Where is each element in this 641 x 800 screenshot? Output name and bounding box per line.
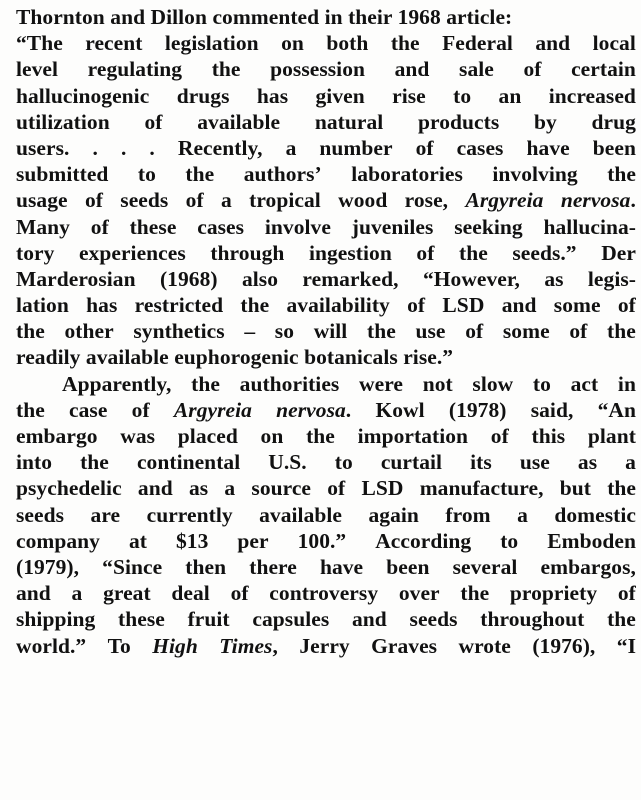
word: been — [592, 135, 636, 160]
word: as — [544, 266, 564, 291]
word: number — [319, 135, 393, 160]
word: 1968 — [397, 5, 441, 29]
word: of — [131, 397, 150, 422]
word: utilization — [16, 109, 110, 134]
word: from — [445, 502, 491, 527]
word: per — [237, 528, 269, 553]
word: have — [526, 135, 570, 160]
word: local — [592, 31, 636, 56]
word: world.” — [16, 633, 87, 658]
word: (1976), — [532, 633, 596, 658]
word: company — [16, 528, 100, 553]
word: to — [453, 83, 472, 108]
word: on — [260, 424, 284, 448]
word: . — [92, 135, 98, 160]
word: both — [326, 31, 369, 56]
word: of — [569, 319, 588, 344]
word: a — [224, 476, 236, 501]
text-line — [16, 214, 636, 240]
word: LSD — [361, 476, 404, 501]
word: natural — [314, 109, 384, 134]
word: commented — [212, 5, 320, 29]
word: Recently, — [177, 135, 263, 160]
word: synthetics — [133, 319, 225, 344]
word: so — [274, 319, 295, 344]
word: (1968) — [159, 266, 218, 291]
word: the — [240, 293, 270, 318]
word: High — [152, 633, 198, 658]
word: great — [103, 581, 151, 606]
word: psychedelic — [16, 476, 122, 501]
word: nervosa. — [276, 397, 352, 422]
word: experiences — [78, 240, 186, 265]
word: wrote — [458, 633, 511, 658]
word: the — [80, 450, 109, 475]
word: “The — [16, 31, 63, 56]
word: cases — [456, 135, 504, 160]
word: “However, — [422, 266, 520, 291]
word: was — [120, 424, 156, 448]
word: the — [367, 319, 396, 344]
text-line — [16, 475, 636, 501]
word: a — [221, 188, 232, 213]
text-line — [16, 56, 636, 82]
word: the — [306, 424, 335, 448]
word: of — [523, 57, 542, 82]
text-line — [16, 502, 636, 528]
word: wood — [338, 188, 388, 213]
word: Many — [16, 214, 70, 239]
text-line — [16, 580, 636, 606]
word: and — [110, 5, 146, 29]
word: as — [577, 450, 598, 475]
word: fruit — [187, 607, 230, 632]
text-line — [16, 344, 636, 370]
word: Apparently, — [62, 371, 172, 396]
word: and — [501, 293, 537, 318]
word: their — [348, 5, 393, 29]
word: usage — [16, 188, 68, 213]
word: users. — [16, 135, 70, 160]
word: importation — [357, 424, 469, 448]
word: (1979), — [16, 554, 80, 579]
word: products — [418, 109, 500, 134]
text-line — [16, 633, 636, 659]
word: use — [519, 450, 550, 475]
word: manufacture, — [419, 476, 544, 501]
text-line — [16, 135, 636, 161]
word: submitted — [16, 162, 109, 187]
word: (1978) — [448, 397, 507, 422]
word: there — [249, 554, 297, 579]
word: to — [532, 371, 551, 396]
word: “An — [597, 397, 636, 422]
word: of — [617, 581, 636, 606]
word: act — [570, 371, 599, 396]
word: have — [319, 554, 364, 579]
word: the — [460, 581, 490, 606]
word: possession — [270, 57, 366, 82]
word: legislation — [164, 31, 259, 56]
word: a — [71, 581, 83, 606]
text-line — [16, 266, 636, 292]
word: said, — [530, 397, 574, 422]
word: through — [210, 240, 285, 265]
word: other — [64, 319, 114, 344]
word: Jerry — [299, 633, 350, 658]
text-line — [16, 371, 636, 397]
word: the — [458, 240, 488, 265]
word: “Since — [102, 554, 163, 579]
word: these — [129, 214, 177, 239]
word: source — [251, 476, 312, 501]
word: and — [137, 476, 173, 501]
text-line — [16, 161, 636, 187]
word: as — [188, 476, 209, 501]
word: LSD — [442, 293, 485, 318]
word: laboratories — [351, 162, 463, 187]
text-line — [16, 606, 636, 632]
word: availability — [286, 293, 390, 318]
word: rise.” — [403, 345, 454, 370]
word: of — [416, 240, 435, 265]
word: available — [259, 502, 342, 527]
word: U.S. — [268, 450, 307, 475]
word: been — [386, 554, 430, 579]
word: some — [502, 319, 550, 344]
word: propriety — [509, 581, 598, 606]
word: at — [128, 528, 147, 553]
word: authors’ — [243, 162, 322, 187]
word: of — [90, 214, 109, 239]
word: slow — [472, 371, 514, 396]
word: hallucina- — [543, 214, 636, 239]
text-line — [16, 554, 636, 580]
word: euphorogenic — [174, 345, 299, 370]
word: Der — [601, 240, 636, 265]
word: regulating — [87, 57, 183, 82]
word: this — [531, 424, 566, 448]
word: seeds — [16, 502, 65, 527]
word: the — [607, 476, 636, 501]
word: a — [517, 502, 528, 527]
word: to — [137, 162, 156, 187]
word: “I — [616, 633, 636, 658]
word: then — [185, 554, 227, 579]
word: by — [534, 109, 557, 134]
word: to — [334, 450, 353, 475]
word: drug — [591, 109, 636, 134]
word: 100.” — [297, 528, 347, 553]
text-line — [16, 187, 636, 213]
word: of — [327, 476, 346, 501]
word: Argyreia — [173, 397, 252, 422]
word: continental — [136, 450, 241, 475]
word: readily — [16, 345, 81, 370]
word: cases — [197, 214, 245, 239]
word: a — [285, 135, 297, 160]
word: sale — [459, 57, 494, 82]
word: over — [398, 581, 440, 606]
word: the — [211, 57, 241, 82]
word: rise — [392, 83, 426, 108]
text-line — [16, 83, 636, 109]
word: legis- — [587, 266, 636, 291]
word: nervosa. — [560, 188, 636, 213]
word: the — [191, 371, 220, 396]
word: recent — [85, 31, 143, 56]
word: . — [149, 135, 155, 160]
word: has — [86, 293, 118, 318]
word: Graves — [371, 633, 438, 658]
word: and — [394, 57, 430, 82]
word: currently — [146, 502, 233, 527]
word: the — [607, 607, 636, 632]
word: Kowl — [375, 397, 425, 422]
word: Emboden — [547, 528, 636, 553]
word: into — [16, 450, 53, 475]
word: the — [607, 162, 636, 187]
word: increased — [548, 83, 636, 108]
word: also — [241, 266, 279, 291]
word: available — [197, 109, 281, 134]
word: in — [324, 5, 343, 29]
word: of — [230, 581, 249, 606]
word: not — [422, 371, 453, 396]
word: embargos, — [540, 554, 636, 579]
word: embargo — [16, 424, 98, 448]
text-line — [16, 292, 636, 318]
text-line — [16, 449, 636, 475]
word: botanicals — [304, 345, 398, 370]
text-line — [16, 109, 636, 135]
word: domestic — [554, 502, 636, 527]
word: were — [359, 371, 403, 396]
word: of — [84, 188, 103, 213]
word: certain — [571, 57, 636, 82]
word: of — [415, 135, 434, 160]
word: of — [490, 424, 509, 448]
word: To — [107, 633, 131, 658]
word: controversy — [269, 581, 379, 606]
word: hallucinogenic — [16, 83, 150, 108]
word: of — [407, 293, 426, 318]
word: the — [607, 319, 636, 344]
word: tropical — [249, 188, 321, 213]
word: capsules — [252, 607, 330, 632]
word: restricted — [134, 293, 224, 318]
word: tory — [16, 240, 55, 265]
word: seeking — [454, 214, 523, 239]
word: available — [85, 345, 169, 370]
word: but — [559, 476, 591, 501]
word: on — [281, 31, 304, 56]
word: its — [470, 450, 492, 475]
word: lation — [16, 293, 69, 318]
word: the — [16, 397, 45, 422]
word: curtail — [380, 450, 443, 475]
word: authorities — [239, 371, 340, 396]
word: and — [535, 31, 571, 56]
word: are — [90, 502, 121, 527]
word: deal — [171, 581, 210, 606]
word: use — [415, 319, 446, 344]
word: given — [315, 83, 365, 108]
word: involve — [264, 214, 331, 239]
word: has — [256, 83, 289, 108]
word: in — [617, 371, 636, 396]
word: shipping — [16, 607, 96, 632]
text-line — [16, 423, 636, 449]
word: the — [390, 31, 420, 56]
word: seeds — [409, 607, 458, 632]
word: involving — [492, 162, 578, 187]
word: . — [120, 135, 127, 160]
word: level — [16, 57, 59, 82]
word: case — [69, 397, 108, 422]
word: article: — [446, 5, 513, 29]
text-line — [16, 4, 636, 30]
word: ingestion — [308, 240, 392, 265]
word: several — [452, 554, 518, 579]
word: throughout — [480, 607, 585, 632]
word: – — [244, 319, 256, 344]
text-line — [16, 240, 636, 266]
word: again — [368, 502, 419, 527]
word: seeds — [120, 188, 169, 213]
word: According — [375, 528, 472, 553]
text-line — [16, 30, 636, 56]
word: to — [500, 528, 519, 553]
word: the — [185, 162, 215, 187]
word: Federal — [442, 31, 513, 56]
word: a — [625, 450, 636, 475]
word: drugs — [176, 83, 230, 108]
body-text — [16, 4, 636, 659]
word: rose, — [404, 188, 449, 213]
word: Argyreia — [465, 188, 544, 213]
word: juveniles — [351, 214, 434, 239]
word: Times, — [219, 633, 278, 658]
word: will — [313, 319, 348, 344]
word: of — [465, 319, 484, 344]
word: these — [118, 607, 165, 632]
text-line — [16, 397, 636, 423]
word: the — [16, 319, 45, 344]
word: and — [351, 607, 387, 632]
word: of — [185, 188, 204, 213]
word: and — [16, 581, 51, 606]
word: an — [498, 83, 522, 108]
text-line — [16, 528, 636, 554]
word: $13 — [175, 528, 209, 553]
word: some — [553, 293, 601, 318]
word: of — [144, 109, 163, 134]
word: plant — [587, 424, 636, 448]
word: Dillon — [150, 5, 207, 29]
word: placed — [177, 424, 238, 448]
word: of — [617, 293, 636, 318]
word: Marderosian — [16, 266, 136, 291]
word: seeds.” — [512, 240, 577, 265]
word: remarked, — [302, 266, 399, 291]
word: Thornton — [16, 5, 105, 29]
text-line — [16, 318, 636, 344]
